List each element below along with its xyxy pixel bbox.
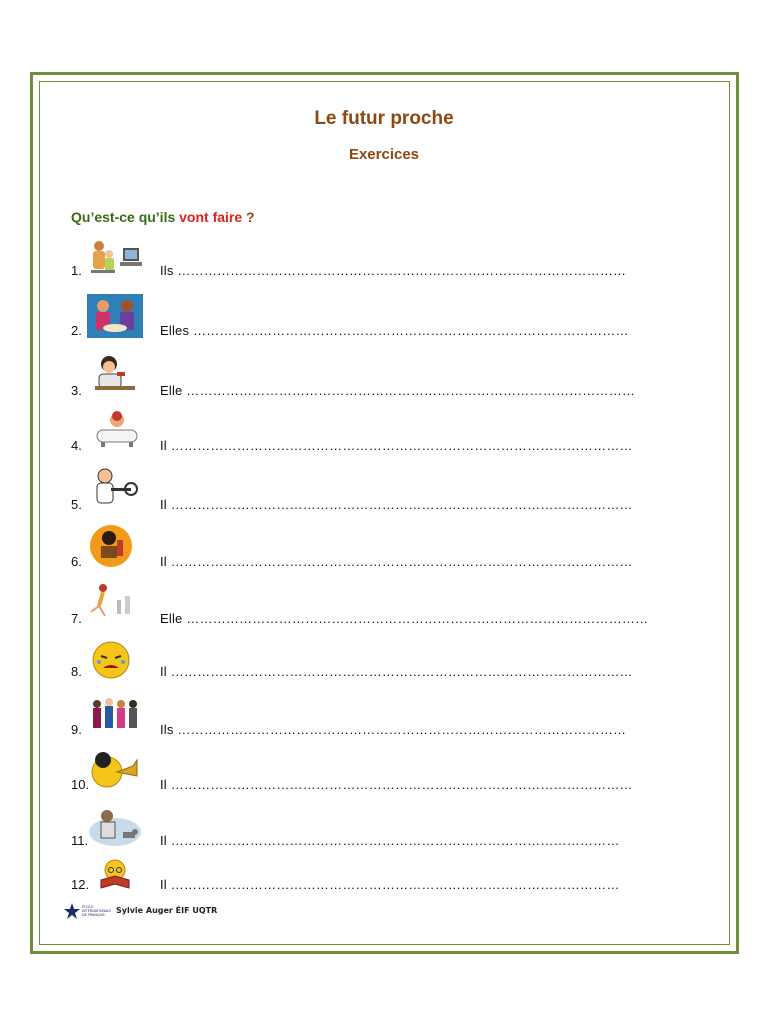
answer-line[interactable]: Il ……………………………………………………………………………………………	[160, 554, 633, 569]
skier-with-dog-icon	[87, 806, 143, 850]
parents-with-computer-icon	[87, 240, 143, 284]
exercise-item-10	[0, 750, 768, 806]
question-mark: ?	[242, 209, 255, 225]
item-number: 6.	[71, 554, 82, 569]
exercise-item-7	[0, 582, 768, 638]
man-in-bathtub-icon	[87, 408, 143, 452]
woman-jogging-icon	[87, 582, 143, 626]
exercise-item-4	[0, 408, 768, 464]
svg-text:INTERNATIONALE: INTERNATIONALE	[82, 909, 112, 913]
weightlifter-icon	[87, 466, 143, 510]
exercise-item-5	[0, 466, 768, 522]
question-text: Qu’est-ce qu’ils	[71, 209, 180, 225]
item-number: 4.	[71, 438, 82, 453]
item-number: 5.	[71, 497, 82, 512]
answer-line[interactable]: Elles ………………………………………………………………………………………	[160, 323, 629, 338]
answer-line[interactable]: Il ……………………………………………………………………………………………	[160, 664, 633, 679]
exercise-item-1	[0, 240, 768, 296]
crying-face-icon	[87, 640, 143, 684]
exercise-item-3	[0, 352, 768, 408]
answer-line[interactable]: Elle ……………………………………………………………………………………………	[160, 611, 649, 626]
answer-line[interactable]: Il ……………………………………………………………………………………………	[160, 777, 633, 792]
boy-writing-icon	[87, 524, 143, 568]
question-highlight: vont faire	[179, 209, 243, 225]
answer-line[interactable]: Ils …………………………………………………………………………………………	[160, 263, 627, 278]
item-number: 3.	[71, 383, 82, 398]
svg-text:DE FRANÇAIS: DE FRANÇAIS	[82, 913, 105, 917]
item-number: 10.	[71, 777, 90, 792]
svg-text:ÉCOLE: ÉCOLE	[82, 905, 94, 909]
answer-line[interactable]: Ils …………………………………………………………………………………………	[160, 722, 627, 737]
trumpet-player-icon	[87, 750, 143, 794]
item-number: 1.	[71, 263, 82, 278]
item-number: 7.	[71, 611, 82, 626]
item-number: 12.	[71, 877, 90, 892]
women-dining-icon	[87, 294, 143, 338]
answer-line[interactable]: Il …………………………………………………………………………………………	[160, 877, 620, 892]
exercise-item-2	[0, 294, 768, 350]
footer-credit: Sylvie Auger ÉIF UQTR	[116, 906, 218, 915]
item-number: 11.	[71, 833, 89, 848]
answer-line[interactable]: Il ……………………………………………………………………………………………	[160, 497, 633, 512]
people-dancing-icon	[87, 694, 143, 738]
answer-line[interactable]: Il ……………………………………………………………………………………………	[160, 438, 633, 453]
page-title: Le futur proche	[314, 108, 454, 129]
item-number: 8.	[71, 664, 82, 679]
item-number: 2.	[71, 323, 82, 338]
exercise-item-11	[0, 806, 768, 862]
woman-phoning-icon	[87, 352, 143, 396]
exercise-item-9	[0, 694, 768, 750]
school-logo	[64, 902, 116, 920]
exercise-question	[71, 209, 255, 225]
page-subtitle: Exercices	[348, 146, 420, 163]
exercise-item-6	[0, 524, 768, 580]
exercise-item-8	[0, 640, 768, 696]
item-number: 9.	[71, 722, 82, 737]
answer-line[interactable]: Elle …………………………………………………………………………………………	[160, 383, 636, 398]
answer-line[interactable]: Il …………………………………………………………………………………………	[160, 833, 620, 848]
reading-face-icon	[87, 858, 143, 892]
